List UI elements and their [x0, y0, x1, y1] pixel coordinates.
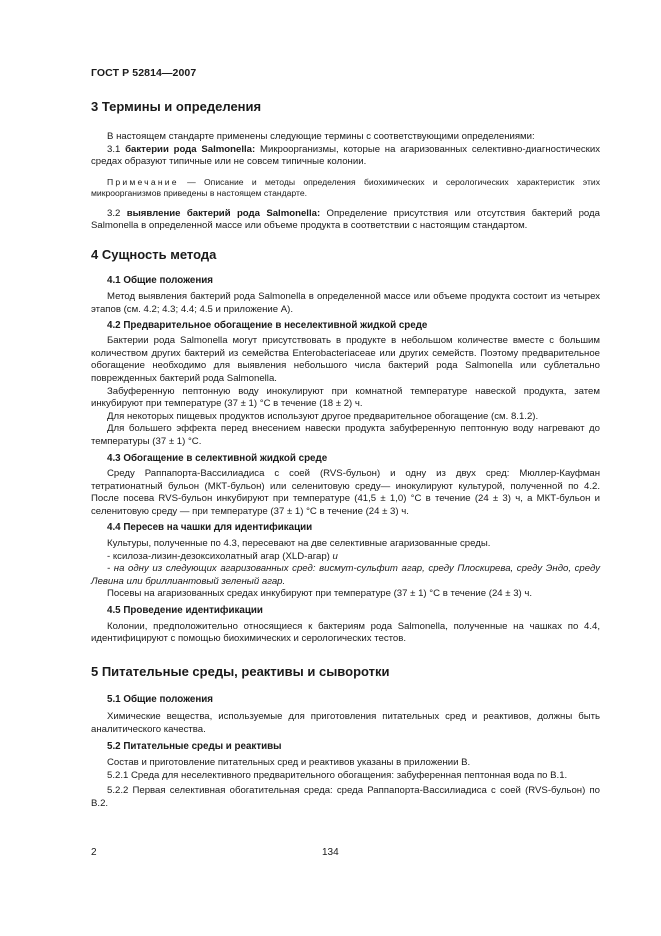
note — [91, 177, 600, 200]
paragraph: В настоящем стандарте применены следующие термины с соответствующими определениями: — [107, 131, 535, 142]
subsection-5-2-title: 5.2 Питательные среды и реактивы — [107, 740, 282, 752]
list-item: - ксилоза-лизин-дезоксихолатный агар (XLD-агар) и — [107, 550, 338, 562]
sheet-number: 134 — [322, 847, 339, 858]
paragraph: Посевы на агаризованных средах инкубируют при температуре (37 ± 1) °С в течение (24 ± 3) ч. — [107, 588, 533, 600]
section-5-title: 5 Питательные среды, реактивы и сыворотки — [91, 663, 390, 679]
term-number: 3.1 — [107, 143, 126, 155]
paragraph: Колонии, предположительно относящиеся к бактериям рода Salmonella, полученные на чашках по 4.4, идентифицируют с помощью биохимических и серологических тестов. — [91, 620, 600, 645]
subsection-4-4-title: 4.4 Пересев на чашки для идентификации — [107, 522, 313, 534]
term-definition: Определение присутствия или отсутствия бактерий рода Salmonella в определенной массе или объеме продукта в соответствии с настоящим стандартом. — [91, 207, 600, 232]
paragraph: Химические вещества, используемые для приготовления питательных сред и реактивов, должны быть аналитического качества. — [91, 711, 600, 735]
paragraph: Для большего эффекта перед внесением навески продукта забуференную пептонную воду нагревают до температуры (37 ± 1) °С. — [91, 423, 600, 447]
page-number: 2 — [91, 847, 97, 858]
term-3-1 — [91, 144, 600, 169]
note-label: Примечание — [107, 176, 179, 187]
paragraph: Среду Раппапорта-Вассилиадиса с соей (RVS-бульон) и одну из двух сред: Мюллер-Кауфман тетратионатный бульон (МКТ-бульон) или селенитовую среду— инокулируют культурой, полученной по 4.2. После посева RVS-бульон инкубируют при температуре (41,5 ± 1,0) °С в течение (24 ± 3) ч, а МКТ-бульон и селенитовую среду — при температуре (37 ± 1) °С в течение (24 ± 3) ч. — [91, 468, 600, 517]
paragraph: Состав и приготовление питательных сред и реактивов указаны в приложении В. — [107, 757, 471, 769]
term-3-2 — [91, 208, 600, 233]
subsection-5-1-title: 5.1 Общие положения — [107, 693, 214, 705]
term-name: бактерии рода Salmonella: — [125, 143, 256, 155]
term-name: выявление бактерий рода Salmonella: — [126, 207, 321, 219]
paragraph: Забуференную пептонную воду инокулируют при комнатной температуре навеской продукта, затем инкубируют при температуре (37 ± 1) °С в течение (18 ± 2) ч. — [91, 385, 600, 410]
paragraph: Метод выявления бактерий рода Salmonella в определенной массе или объеме продукта состоит из четырех этапов (см. 4.2; 4.3; 4.4; 4.5 и приложение А). — [91, 291, 600, 315]
paragraph: Для некоторых пищевых продуктов используют другое предварительное обогащение (см. 8.1.2). — [107, 410, 539, 422]
paragraph: Культуры, полученные по 4.3, пересевают на две селективные агаризованные среды. — [107, 538, 491, 550]
list-item: - на одну из следующих агаризованных сред: висмут-сульфит агар, среду Плоскирева, среду Эндо, среду Левина или бриллиантовый зеленый агар. — [91, 563, 600, 587]
paragraph: Бактерии рода Salmonella могут присутствовать в продукте в небольшом количестве вместе с большим количеством других бактерий из семейства Enterobacteriaceae или других семейств. Поэтому предварительное обогащение необходимо для выявления небольшого числа бактерий рода Salmonella или сублетально поврежденных бактерий рода Salmonella. — [91, 335, 600, 384]
document-header: ГОСТ Р 52814—2007 — [91, 67, 197, 79]
paragraph: 5.2.1 Среда для неселективного предварительного обогащения: забуференная пептонная вода по В.1. — [107, 769, 568, 781]
term-definition: Микроорганизмы, которые на агаризованных селективно-диагностических средах образуют типичные или не совсем типичные колонии. — [91, 143, 601, 168]
section-4-title: 4 Сущность метода — [91, 246, 217, 262]
paragraph: 5.2.2 Первая селективная обогатительная среда: среда Раппапорта-Вассилиадиса с соей (RVS-бульон) по В.2. — [91, 785, 600, 809]
subsection-4-5-title: 4.5 Проведение идентификации — [107, 605, 263, 617]
term-number: 3.2 — [107, 207, 127, 219]
note-text: — Описание и методы определения биохимических и серологических характеристик этих микроорганизмов приведены в настоящем стандарте. — [91, 176, 600, 199]
document-body — [91, 94, 600, 811]
subsection-4-1-title: 4.1 Общие положения — [107, 274, 214, 286]
subsection-4-3-title: 4.3 Обогащение в селективной жидкой среде — [107, 452, 328, 464]
subsection-4-2-title: 4.2 Предварительное обогащение в неселективной жидкой среде — [107, 319, 428, 331]
section-3-title: 3 Термины и определения — [91, 99, 262, 114]
